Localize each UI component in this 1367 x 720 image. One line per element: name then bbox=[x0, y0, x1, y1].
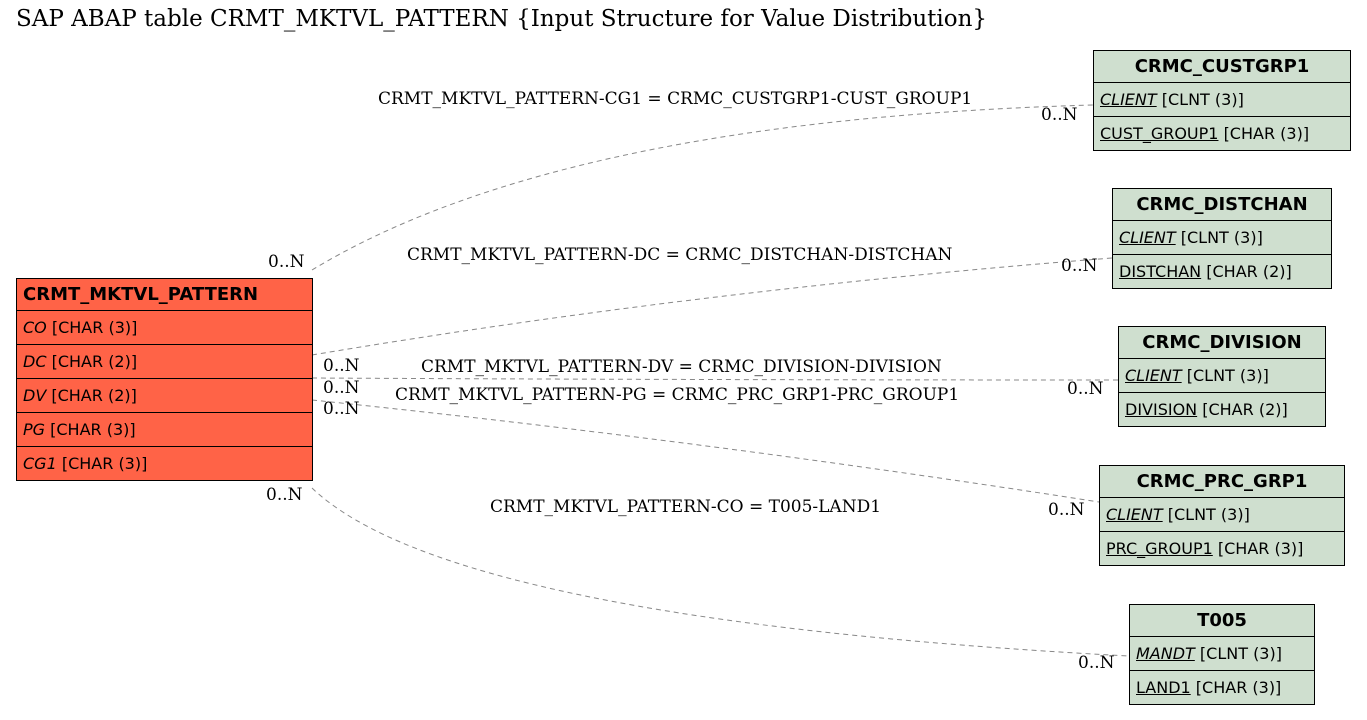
field-row bbox=[1094, 83, 1350, 117]
field-type: [CHAR (2)] bbox=[1202, 400, 1288, 419]
entity-header: T005 bbox=[1130, 605, 1314, 637]
link-dc bbox=[312, 258, 1112, 355]
cardinality-label: 0..N bbox=[268, 252, 305, 272]
cardinality-label: 0..N bbox=[323, 378, 360, 398]
field-type: [CHAR (3)] bbox=[1195, 678, 1282, 697]
link-dv bbox=[312, 378, 1118, 380]
field-type: [CLNT (3)] bbox=[1180, 228, 1263, 247]
relation-label: CRMT_MKTVL_PATTERN-DC = CRMC_DISTCHAN-DISTCHAN bbox=[407, 245, 953, 265]
entity-crmt-mktvl-pattern[interactable] bbox=[16, 278, 313, 481]
field-name: LAND1 bbox=[1136, 678, 1191, 697]
cardinality-label: 0..N bbox=[1041, 105, 1078, 125]
cardinality-label: 0..N bbox=[1078, 653, 1115, 673]
field-type: [CHAR (2)] bbox=[51, 352, 138, 371]
relation-label: CRMT_MKTVL_PATTERN-CO = T005-LAND1 bbox=[490, 497, 882, 517]
field-type: [CLNT (3)] bbox=[1161, 90, 1244, 109]
entity-crmc-distchan[interactable] bbox=[1112, 188, 1332, 289]
link-pg bbox=[312, 400, 1099, 502]
field-row bbox=[17, 379, 312, 413]
field-type: [CHAR (3)] bbox=[61, 454, 148, 473]
field-name: DISTCHAN bbox=[1119, 262, 1202, 281]
field-row bbox=[1094, 117, 1350, 150]
field-type: [CLNT (3)] bbox=[1186, 366, 1269, 385]
field-row bbox=[1130, 637, 1314, 671]
field-name: CO bbox=[23, 318, 47, 337]
field-row bbox=[1130, 671, 1314, 704]
entity-t005[interactable] bbox=[1129, 604, 1315, 705]
field-name: PRC_GROUP1 bbox=[1106, 539, 1213, 558]
entity-header: CRMC_DISTCHAN bbox=[1113, 189, 1331, 221]
field-row bbox=[1119, 359, 1325, 393]
relation-label: CRMT_MKTVL_PATTERN-PG = CRMC_PRC_GRP1-PRC_GROUP1 bbox=[395, 385, 960, 405]
field-name: CLIENT bbox=[1125, 366, 1182, 385]
field-name: PG bbox=[23, 420, 46, 439]
field-name: CG1 bbox=[23, 454, 57, 473]
entity-crmc-division[interactable] bbox=[1118, 326, 1326, 427]
field-name: DIVISION bbox=[1125, 400, 1198, 419]
field-row bbox=[1113, 255, 1331, 288]
diagram-title: SAP ABAP table CRMT_MKTVL_PATTERN {Input Structure for Value Distribution} bbox=[16, 6, 988, 32]
cardinality-label: 0..N bbox=[323, 399, 360, 419]
field-row bbox=[17, 345, 312, 379]
field-name: CLIENT bbox=[1119, 228, 1176, 247]
entity-header: CRMC_PRC_GRP1 bbox=[1100, 466, 1344, 498]
relation-label: CRMT_MKTVL_PATTERN-CG1 = CRMC_CUSTGRP1-CUST_GROUP1 bbox=[378, 89, 973, 109]
cardinality-label: 0..N bbox=[1067, 379, 1104, 399]
field-name: DV bbox=[23, 386, 47, 405]
field-type: [CLNT (3)] bbox=[1199, 644, 1282, 663]
field-name: CLIENT bbox=[1100, 90, 1157, 109]
field-row bbox=[17, 311, 312, 345]
field-type: [CHAR (2)] bbox=[1206, 262, 1292, 281]
field-type: [CLNT (3)] bbox=[1167, 505, 1250, 524]
field-row bbox=[1100, 532, 1344, 565]
field-type: [CHAR (3)] bbox=[1223, 124, 1310, 143]
field-row bbox=[1113, 221, 1331, 255]
cardinality-label: 0..N bbox=[1061, 256, 1098, 276]
cardinality-label: 0..N bbox=[266, 485, 303, 505]
entity-header: CRMC_CUSTGRP1 bbox=[1094, 51, 1350, 83]
field-type: [CHAR (3)] bbox=[1217, 539, 1304, 558]
field-type: [CHAR (3)] bbox=[51, 318, 138, 337]
cardinality-label: 0..N bbox=[1048, 500, 1085, 520]
field-row bbox=[17, 413, 312, 447]
relation-label: CRMT_MKTVL_PATTERN-DV = CRMC_DIVISION-DIVISION bbox=[421, 357, 942, 377]
entity-header: CRMT_MKTVL_PATTERN bbox=[17, 279, 312, 311]
field-type: [CHAR (3)] bbox=[50, 420, 136, 439]
field-name: DC bbox=[23, 352, 47, 371]
field-row bbox=[1119, 393, 1325, 426]
cardinality-label: 0..N bbox=[323, 356, 360, 376]
field-type: [CHAR (2)] bbox=[51, 386, 137, 405]
entity-crmc-prc-grp1[interactable] bbox=[1099, 465, 1345, 566]
entity-header: CRMC_DIVISION bbox=[1119, 327, 1325, 359]
field-name: CLIENT bbox=[1106, 505, 1163, 524]
entity-crmc-custgrp1[interactable] bbox=[1093, 50, 1351, 151]
field-row bbox=[1100, 498, 1344, 532]
field-name: CUST_GROUP1 bbox=[1100, 124, 1219, 143]
field-row bbox=[17, 447, 312, 480]
field-name: MANDT bbox=[1136, 644, 1195, 663]
